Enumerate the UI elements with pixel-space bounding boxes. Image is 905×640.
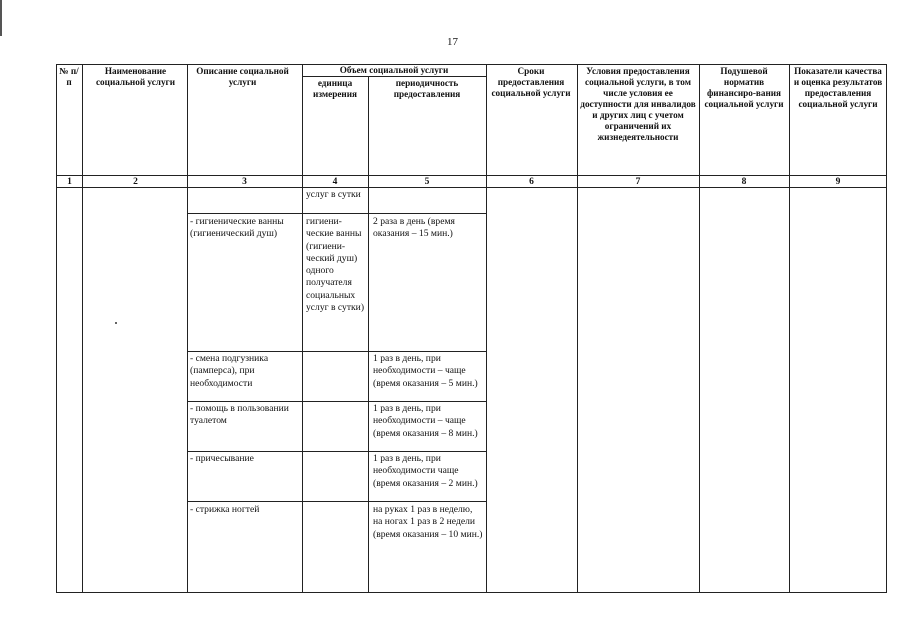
header-service-name: Наименование социальной услуги bbox=[95, 66, 176, 87]
header-terms: Сроки предоставления социальной услуги bbox=[491, 66, 571, 98]
col-divider-4 bbox=[368, 76, 369, 593]
col-number-9: 9 bbox=[835, 177, 841, 187]
col-number-7: 7 bbox=[635, 177, 641, 187]
header-normative: Подушевой норматив финансиро-вания социальной услуги bbox=[704, 66, 784, 109]
row-description: - гигиенические ванны (гигиенический душ) bbox=[190, 216, 284, 240]
page-number: 17 bbox=[447, 36, 458, 48]
header-bottom-line bbox=[56, 175, 887, 176]
row-description: - смена подгузника (памперса), при необходимости bbox=[190, 353, 269, 389]
column-numbers-bottom-line bbox=[56, 187, 887, 188]
row-divider-3 bbox=[187, 401, 486, 402]
col-number-2: 2 bbox=[133, 177, 138, 187]
row-divider-2 bbox=[187, 351, 486, 352]
header-number: № п/п bbox=[59, 66, 79, 87]
col-number-3: 3 bbox=[242, 177, 247, 187]
row-divider-5 bbox=[187, 501, 486, 502]
row-divider-1 bbox=[187, 213, 486, 214]
row-divider-4 bbox=[187, 451, 486, 452]
row-frequency: на руках 1 раз в неделю, на ногах 1 раз в 2 недели (время оказания – 10 мин.) bbox=[373, 504, 483, 540]
row-unit: гигиени-ческие ванны (гигиени-ческий душ) одного получателя социальных услуг в сутки) bbox=[306, 216, 365, 314]
col-number-5: 5 bbox=[424, 177, 430, 187]
col-divider-1 bbox=[82, 64, 83, 593]
row-frequency: 1 раз в день, при необходимости – чаще (время оказания – 5 мин.) bbox=[373, 353, 478, 389]
row-frequency: 1 раз в день, при необходимости – чаще (время оказания – 8 мин.) bbox=[373, 403, 478, 439]
header-volume-group: Объем социальной услуги bbox=[339, 65, 449, 75]
header-description: Описание социальной услуги bbox=[196, 66, 289, 87]
col-divider-5 bbox=[486, 64, 487, 593]
row-description: - причесывание bbox=[190, 453, 254, 464]
group-header-underline bbox=[302, 76, 486, 77]
col-number-6: 6 bbox=[529, 177, 534, 187]
col-divider-6 bbox=[577, 64, 578, 593]
col-number-8: 8 bbox=[741, 177, 747, 187]
row-description: - помощь в пользовании туалетом bbox=[190, 403, 289, 427]
header-quality: Показатели качества и оценка результатов предоставления социальной услуги bbox=[793, 66, 883, 109]
row-frequency: 1 раз в день, при необходимости чаще (время оказания – 2 мин.) bbox=[373, 453, 478, 489]
col-divider-8 bbox=[789, 64, 790, 593]
table-border-left bbox=[56, 64, 57, 593]
col-divider-2 bbox=[187, 64, 188, 593]
col-divider-7 bbox=[699, 64, 700, 593]
header-conditions: Условия предоставления социальной услуги, в том числе условия ее доступности для инвалидов и других лиц с учетом ограничений их жизнедеятельности bbox=[580, 66, 696, 142]
col-number-4: 4 bbox=[332, 177, 338, 187]
col-number-1: 1 bbox=[67, 177, 72, 187]
col-divider-3 bbox=[302, 64, 303, 593]
unit-continuation: услуг в сутки bbox=[306, 189, 361, 200]
row-frequency: 2 раза в день (время оказания – 15 мин.) bbox=[373, 216, 455, 240]
row-description: - стрижка ногтей bbox=[190, 504, 260, 515]
header-frequency: периодичность предоставления bbox=[393, 78, 461, 99]
scan-edge-mark bbox=[0, 0, 2, 36]
header-unit: единица измерения bbox=[313, 78, 357, 99]
table-border-bottom bbox=[56, 592, 887, 593]
scan-speck bbox=[115, 322, 117, 324]
table-border-right bbox=[886, 64, 887, 593]
